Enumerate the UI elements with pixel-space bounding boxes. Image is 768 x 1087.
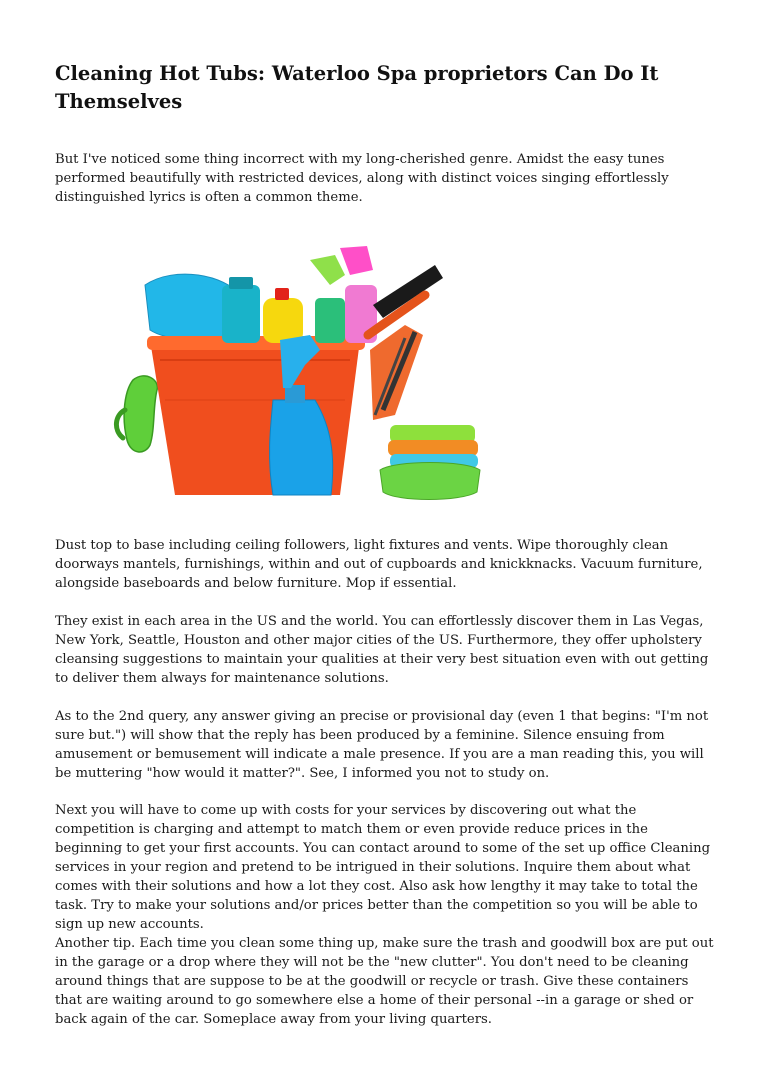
teal-bottle-icon <box>222 285 260 343</box>
yellow-bottle-icon <box>263 298 303 343</box>
paragraph-1: But I've noticed some thing incorrect with my long-cherished genre. Amidst the easy tunes performed beautifully with restricted devices, along with distinct voices singing effortlessly distinguished lyrics is often a common theme. <box>55 152 669 205</box>
green-spray-bottle-icon <box>315 298 345 343</box>
glove-icon <box>124 376 157 452</box>
paragraph-4: As to the 2nd query, any answer giving an precise or provisional day (even 1 that begins: "I'm not sure but.") will show that the reply has been produced by a feminine. Silence ensuing from amusement or bemusement will indicate a male presence. If you are a man reading this, you will be muttering "how would it matter?". See, I informed you not to study on. <box>55 709 709 781</box>
paragraph-5: Next you will have to come up with costs for your services by discovering out what the competition is charging and attempt to match them or even provide reduce prices in the beginning to get your first accounts. You can contact around to some of the set up office Cleaning services in your region and pretend to be intrigued in their solutions. Inquire them about what comes with their solutions and how a lot they cost. Also ask how lengthy it may take to total the task. Try to make your solutions and/or prices better than the competition so you will be able to sign up new accounts. <box>55 803 711 932</box>
paragraph-2: Dust top to base including ceiling followers, light fixtures and vents. Wipe thoroughly clean doorways mantels, furnishings, within and out of cupboards and knickknacks. Vacuum furniture, alongside baseboards and below furniture. Mop if essential. <box>55 538 703 591</box>
paragraph-3: They exist in each area in the US and the world. You can effortlessly discover them in Las Vegas, New York, Seattle, Houston and other major cities of the US. Furthermore, they offer upholstery cleansing suggestions to maintain your qualities at their very best situation even with out getting to deliver them always for maintenance solutions. <box>55 614 709 686</box>
paragraph-6: Another tip. Each time you clean some thing up, make sure the trash and goodwill box are put out in the garage or a drop where they will not be the "new clutter". You don't need to be cleaning around things that are suppose to be at the goodwill or recycle or trash. Give these containers that are waiting around to go somewhere else a home of their personal --in a garage or shed or back again of the car. Someplace away from your living quarters. <box>55 936 714 1027</box>
page-title: Cleaning Hot Tubs: Waterloo Spa proprietors Can Do It Themselves <box>55 62 659 113</box>
cleaning-supplies-image <box>105 240 485 505</box>
